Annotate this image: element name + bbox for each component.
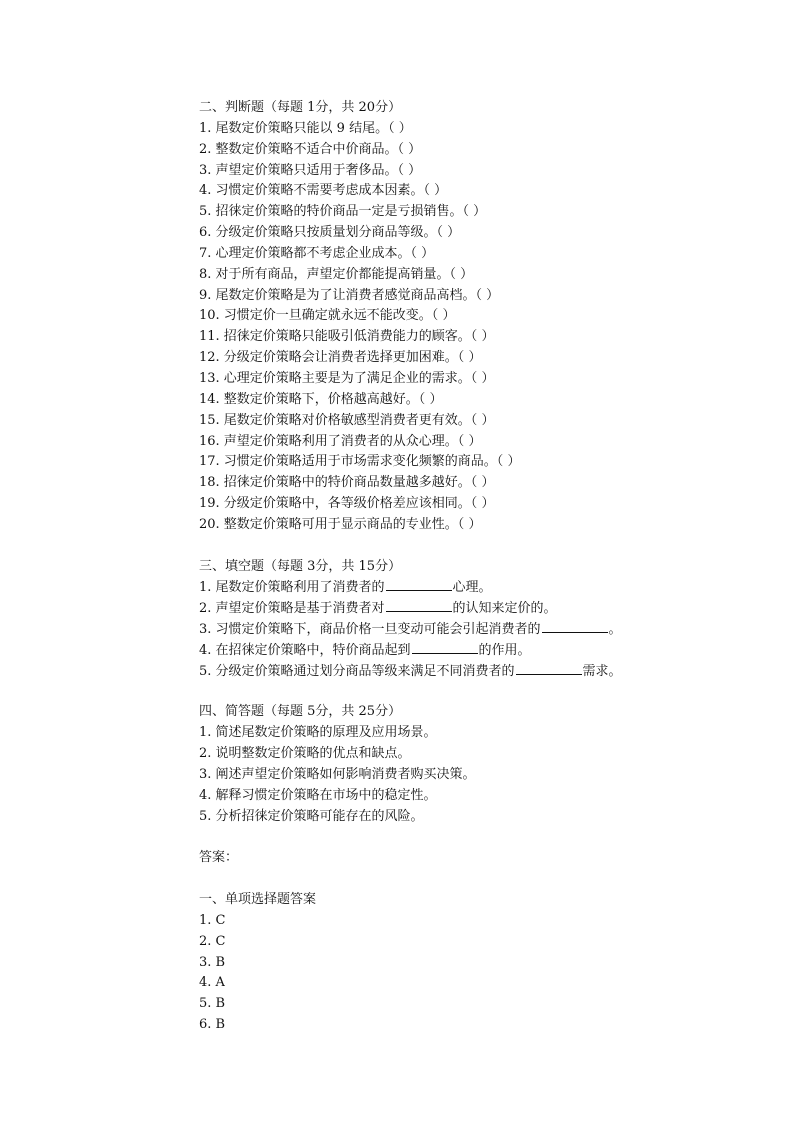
answers-section-title: 一、单项选择题答案 bbox=[199, 892, 317, 908]
fill-item bbox=[199, 619, 759, 640]
fill-blank bbox=[386, 577, 452, 591]
judge-item: 18. 招徕定价策略中的特价商品数量越多越好。（ ） bbox=[199, 475, 495, 491]
short-item: 1. 简述尾数定价策略的原理及应用场景。 bbox=[199, 725, 437, 741]
fill-section-title: 三、填空题（每题 3分，共 15分） bbox=[199, 558, 402, 574]
document-page bbox=[199, 98, 759, 1036]
judge-item: 2. 整数定价策略不适合中价商品。（ ） bbox=[199, 141, 422, 157]
fill-blank bbox=[412, 640, 478, 654]
fill-item-before: 5. 分级定价策略通过划分商品等级来满足不同消费者的 bbox=[199, 663, 515, 679]
answers-list bbox=[199, 911, 759, 1036]
judge-item: 13. 心理定价策略主要是为了满足企业的需求。（ ） bbox=[199, 370, 495, 386]
fill-item-before: 3. 习惯定价策略下，商品价格一旦变动可能会引起消费者的 bbox=[199, 622, 541, 638]
judge-item: 15. 尾数定价策略对价格敏感型消费者更有效。（ ） bbox=[199, 412, 495, 428]
judge-item: 3. 声望定价策略只适用于奢侈品。（ ） bbox=[199, 162, 422, 178]
fill-item-after: 的作用。 bbox=[478, 642, 531, 658]
fill-item bbox=[199, 598, 759, 619]
fill-item bbox=[199, 661, 759, 682]
judge-item: 8. 对于所有商品，声望定价都能提高销量。（ ） bbox=[199, 266, 474, 282]
answer-item: 2. C bbox=[199, 933, 226, 949]
fill-item-after: 的认知来定价的。 bbox=[452, 601, 557, 617]
fill-item bbox=[199, 640, 759, 661]
answer-item: 3. B bbox=[199, 954, 226, 970]
short-item: 3. 阐述声望定价策略如何影响消费者购买决策。 bbox=[199, 767, 476, 782]
short-list bbox=[199, 723, 759, 827]
fill-item-before: 4. 在招徕定价策略中，特价商品起到 bbox=[199, 642, 411, 658]
fill-item-before: 2. 声望定价策略是基于消费者对 bbox=[199, 601, 385, 617]
judge-item: 9. 尾数定价策略是为了让消费者感觉商品高档。（ ） bbox=[199, 287, 500, 303]
fill-item-before: 1. 尾数定价策略利用了消费者的 bbox=[199, 580, 385, 596]
fill-item-after: 心理。 bbox=[452, 580, 492, 596]
short-item: 2. 说明整数定价策略的优点和缺点。 bbox=[199, 746, 411, 762]
fill-blank bbox=[386, 598, 452, 612]
fill-blank bbox=[542, 619, 608, 633]
judge-item: 17. 习惯定价策略适用于市场需求变化频繁的商品。（ ） bbox=[199, 454, 521, 470]
judge-item: 20. 整数定价策略可用于显示商品的专业性。（ ） bbox=[199, 516, 482, 532]
fill-blank bbox=[516, 661, 582, 675]
answers-label: 答案： bbox=[199, 850, 239, 866]
judge-item: 7. 心理定价策略都不考虑企业成本。（ ） bbox=[199, 245, 435, 261]
short-section-title: 四、简答题（每题 5分，共 25分） bbox=[199, 704, 402, 720]
judge-item: 11. 招徕定价策略只能吸引低消费能力的顾客。（ ） bbox=[199, 329, 495, 345]
judge-item: 19. 分级定价策略中，各等级价格差应该相同。（ ） bbox=[199, 496, 495, 512]
judge-item: 14. 整数定价策略下，价格越高越好。（ ） bbox=[199, 391, 443, 407]
fill-item-after: 。 bbox=[608, 622, 622, 638]
judge-item: 16. 声望定价策略利用了消费者的从众心理。（ ） bbox=[199, 433, 482, 449]
section-spacer bbox=[199, 869, 759, 890]
section-spacer bbox=[199, 828, 759, 849]
judge-list bbox=[199, 119, 759, 536]
judge-item: 1. 尾数定价策略只能以 9 结尾。（ ） bbox=[199, 120, 412, 136]
answer-item: 5. B bbox=[199, 996, 226, 1012]
judge-item: 12. 分级定价策略会让消费者选择更加困难。（ ） bbox=[199, 350, 482, 366]
judge-item: 5. 招徕定价策略的特价商品一定是亏损销售。（ ） bbox=[199, 204, 487, 220]
fill-item bbox=[199, 577, 759, 598]
judge-item: 6. 分级定价策略只按质量划分商品等级。（ ） bbox=[199, 225, 461, 241]
answer-item: 6. B bbox=[199, 1017, 226, 1033]
judge-item: 4. 习惯定价策略不需要考虑成本因素。（ ） bbox=[199, 183, 448, 199]
judge-item: 10. 习惯定价一旦确定就永远不能改变。（ ） bbox=[199, 308, 456, 324]
fill-list bbox=[199, 577, 759, 681]
answer-item: 1. C bbox=[199, 912, 226, 928]
short-item: 5. 分析招徕定价策略可能存在的风险。 bbox=[199, 808, 424, 824]
section-spacer bbox=[199, 536, 759, 557]
answer-item: 4. A bbox=[199, 975, 225, 991]
short-item: 4. 解释习惯定价策略在市场中的稳定性。 bbox=[199, 787, 437, 803]
fill-item-after: 需求。 bbox=[582, 663, 622, 679]
judge-section-title: 二、判断题（每题 1分，共 20分） bbox=[199, 100, 402, 115]
section-spacer bbox=[199, 682, 759, 703]
